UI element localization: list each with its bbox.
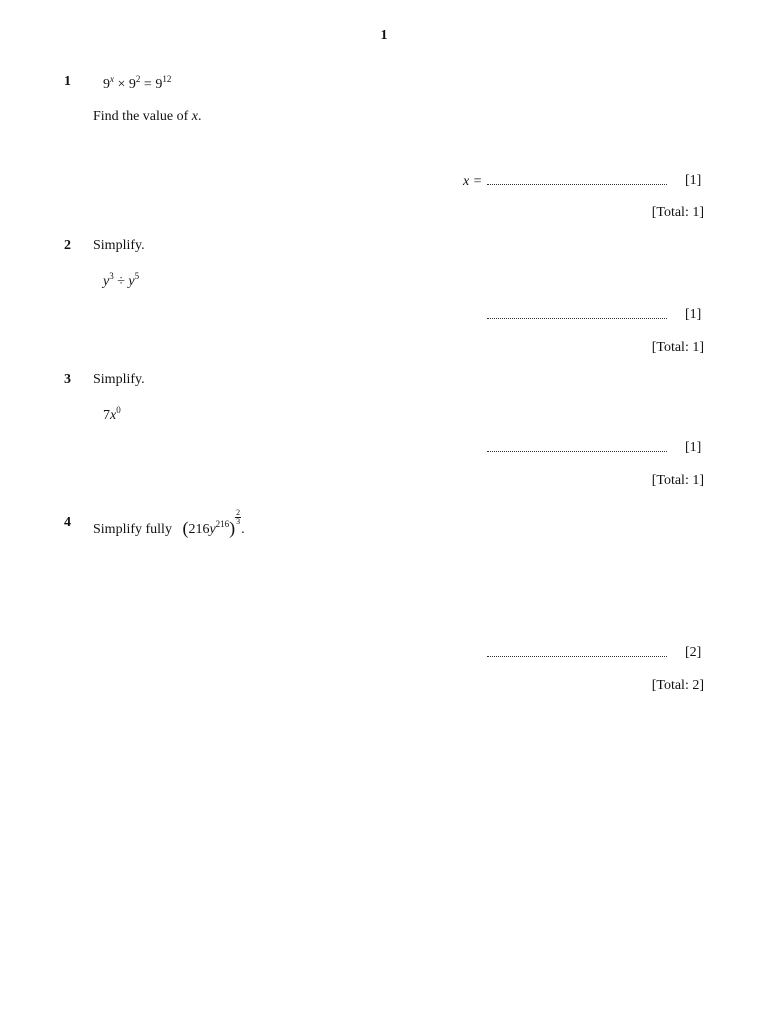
q1-answer-label: x = xyxy=(463,174,483,189)
q3-expression xyxy=(103,405,121,424)
q1-base-a: 9 xyxy=(103,77,110,92)
q2-var-b: y xyxy=(128,274,135,289)
q4-coef: 216 xyxy=(188,522,210,537)
q2-var-a: y xyxy=(103,274,110,289)
q1-exp-a: x xyxy=(110,74,114,84)
question-number-4: 4 xyxy=(64,515,71,530)
q4-exp-denominator: 3 xyxy=(236,517,241,526)
q1-prompt-period: . xyxy=(197,109,202,124)
q4-prompt-line xyxy=(93,509,245,538)
q3-marks: [1] xyxy=(685,440,702,455)
q3-coef: 7 xyxy=(103,408,110,423)
question-number-1: 1 xyxy=(64,74,71,89)
q1-base-b: 9 xyxy=(128,77,136,92)
q4-period: . xyxy=(241,522,245,537)
q1-exp-b: 2 xyxy=(135,74,141,84)
q3-var: x xyxy=(110,408,117,423)
q4-prompt: Simplify fully xyxy=(93,522,172,537)
q1-base-c: 9 xyxy=(155,77,163,92)
q2-answer-line[interactable] xyxy=(487,308,667,319)
q2-expression xyxy=(103,271,140,290)
question-number-2: 2 xyxy=(64,238,71,253)
q2-exp-a: 3 xyxy=(109,271,114,281)
q1-prompt xyxy=(93,109,201,125)
question-number-3: 3 xyxy=(64,372,71,387)
q4-open-paren: ( xyxy=(182,518,189,538)
q1-equals: = xyxy=(143,77,152,92)
q4-answer-line[interactable] xyxy=(487,646,667,657)
q2-prompt: Simplify. xyxy=(93,238,145,253)
q1-equation xyxy=(103,74,172,93)
q4-total: [Total: 2] xyxy=(651,678,704,693)
q3-answer-line[interactable] xyxy=(487,441,667,452)
q4-exp: 216 xyxy=(215,519,230,529)
q1-exp-c: 12 xyxy=(162,74,172,84)
q4-marks: [2] xyxy=(685,645,702,660)
q2-marks: [1] xyxy=(685,307,702,322)
q2-total: [Total: 1] xyxy=(651,340,704,355)
q1-total: [Total: 1] xyxy=(651,205,704,220)
q4-close-paren: ) xyxy=(229,518,236,538)
q1-marks: [1] xyxy=(685,173,702,188)
page-number: 1 xyxy=(380,28,388,43)
q3-prompt: Simplify. xyxy=(93,372,145,387)
q1-prompt-text: Find the value of xyxy=(93,109,192,124)
q3-total: [Total: 1] xyxy=(651,473,704,488)
q4-exp-numerator: 2 xyxy=(236,508,241,517)
q2-exp-b: 5 xyxy=(134,271,140,281)
q1-answer-line[interactable] xyxy=(487,174,667,185)
q1-times: × xyxy=(117,77,126,92)
q1-prompt-var: x xyxy=(191,109,198,124)
q3-exp: 0 xyxy=(116,405,121,415)
q2-divide: ÷ xyxy=(117,274,125,289)
q4-var: y xyxy=(209,522,216,537)
